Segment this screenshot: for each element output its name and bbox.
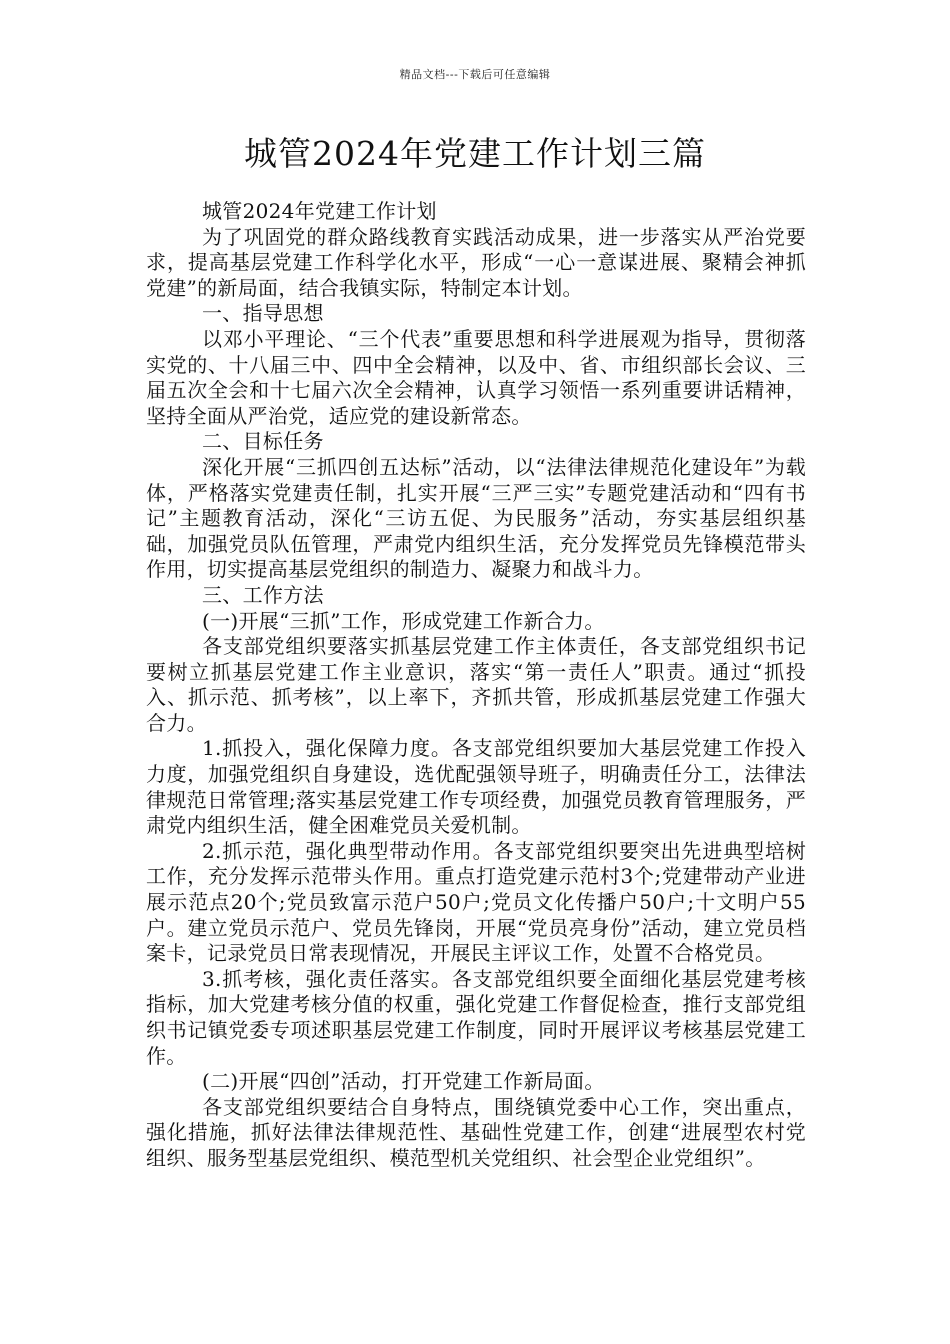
section-subtitle: 城管2024年党建工作计划 (202, 199, 437, 223)
subheading-four-creations: (二)开展“四创”活动，打开党建工作新局面。 (202, 1069, 605, 1094)
paragraph-three-grasps: 各支部党组织要落实抓基层党建工作主体责任，各支部党组织书记要树立抓基层党建工作主业意识，落实“第一责任人”职责。通过“抓投入、抓示范、抓考核”，以上率下，齐抓共管，形成抓基层党建工作强大合力。 (146, 634, 806, 735)
paragraph-grasp-investment: 1.抓投入，强化保障力度。各支部党组织要加大基层党建工作投入力度，加强党组织自身建设，选优配强领导班子，明确责任分工，法律法律规范日常管理;落实基层党建工作专项经费，加强党员教育管理服务，严肃党内组织生活，健全困难党员关爱机制。 (146, 736, 806, 838)
subheading-three-grasps: (一)开展“三抓”工作，形成党建工作新合力。 (202, 608, 605, 633)
header-note: 精品文档---下载后可任意编辑 (399, 68, 551, 81)
paragraph-goals-tasks: 深化开展“三抓四创五达标”活动，以“法律法律规范化建设年”为载体，严格落实党建责任制，扎实开展“三严三实”专题党建活动和“四有书记”主题教育活动，深化“三访五促、为民服务”活动，夯实基层组织基础，加强党员队伍管理，严肃党内组织生活，充分发挥党员先锋模范带头作用，切实提高基层党组织的制造力、凝聚力和战斗力。 (146, 454, 806, 582)
paragraph-grasp-assessment: 3.抓考核，强化责任落实。各支部党组织要全面细化基层党建考核指标，加大党建考核分值的权重，强化党建工作督促检查，推行支部党组织书记镇党委专项述职基层党建工作制度，同时开展评议考核基层党建工作。 (146, 966, 806, 1068)
heading-guiding-ideology: 一、指导思想 (202, 301, 324, 326)
heading-work-methods: 三、工作方法 (202, 582, 324, 607)
document-title: 城管2024年党建工作计划三篇 (244, 134, 706, 173)
paragraph-grasp-demonstration: 2.抓示范，强化典型带动作用。各支部党组织要突出先进典型培树工作，充分发挥示范带头作用。重点打造党建示范村3个;党建带动产业进展示范点20个;党员致富示范户50户;党员文化传播户50户;十文明户55户。建立党员示范户、党员先锋岗，开展“党员亮身份”活动，建立党员档案卡，记录党员日常表现情况，开展民主评议工作，处置不合格党员。 (146, 838, 806, 966)
paragraph-four-creations: 各支部党组织要结合自身特点，围绕镇党委中心工作，突出重点，强化措施，抓好法律法律规范性、基础性党建工作，创建“进展型农村党组织、服务型基层党组织、模范型机关党组织、社会型企业党组织”。 (146, 1094, 806, 1170)
heading-goals-tasks: 二、目标任务 (202, 429, 324, 454)
intro-paragraph: 为了巩固党的群众路线教育实践活动成果，进一步落实从严治党要求，提高基层党建工作科学化水平，形成“一心一意谋进展、聚精会神抓党建”的新局面，结合我镇实际，特制定本计划。 (146, 224, 806, 300)
paragraph-guiding-ideology: 以邓小平理论、“三个代表”重要思想和科学进展观为指导，贯彻落实党的、十八届三中、四中全会精神，以及中、省、市组织部长会议、三届五次全会和十七届六次全会精神，认真学习领悟一系列重要讲话精神，坚持全面从严治党，适应党的建设新常态。 (146, 326, 806, 428)
document-body (146, 199, 806, 1172)
